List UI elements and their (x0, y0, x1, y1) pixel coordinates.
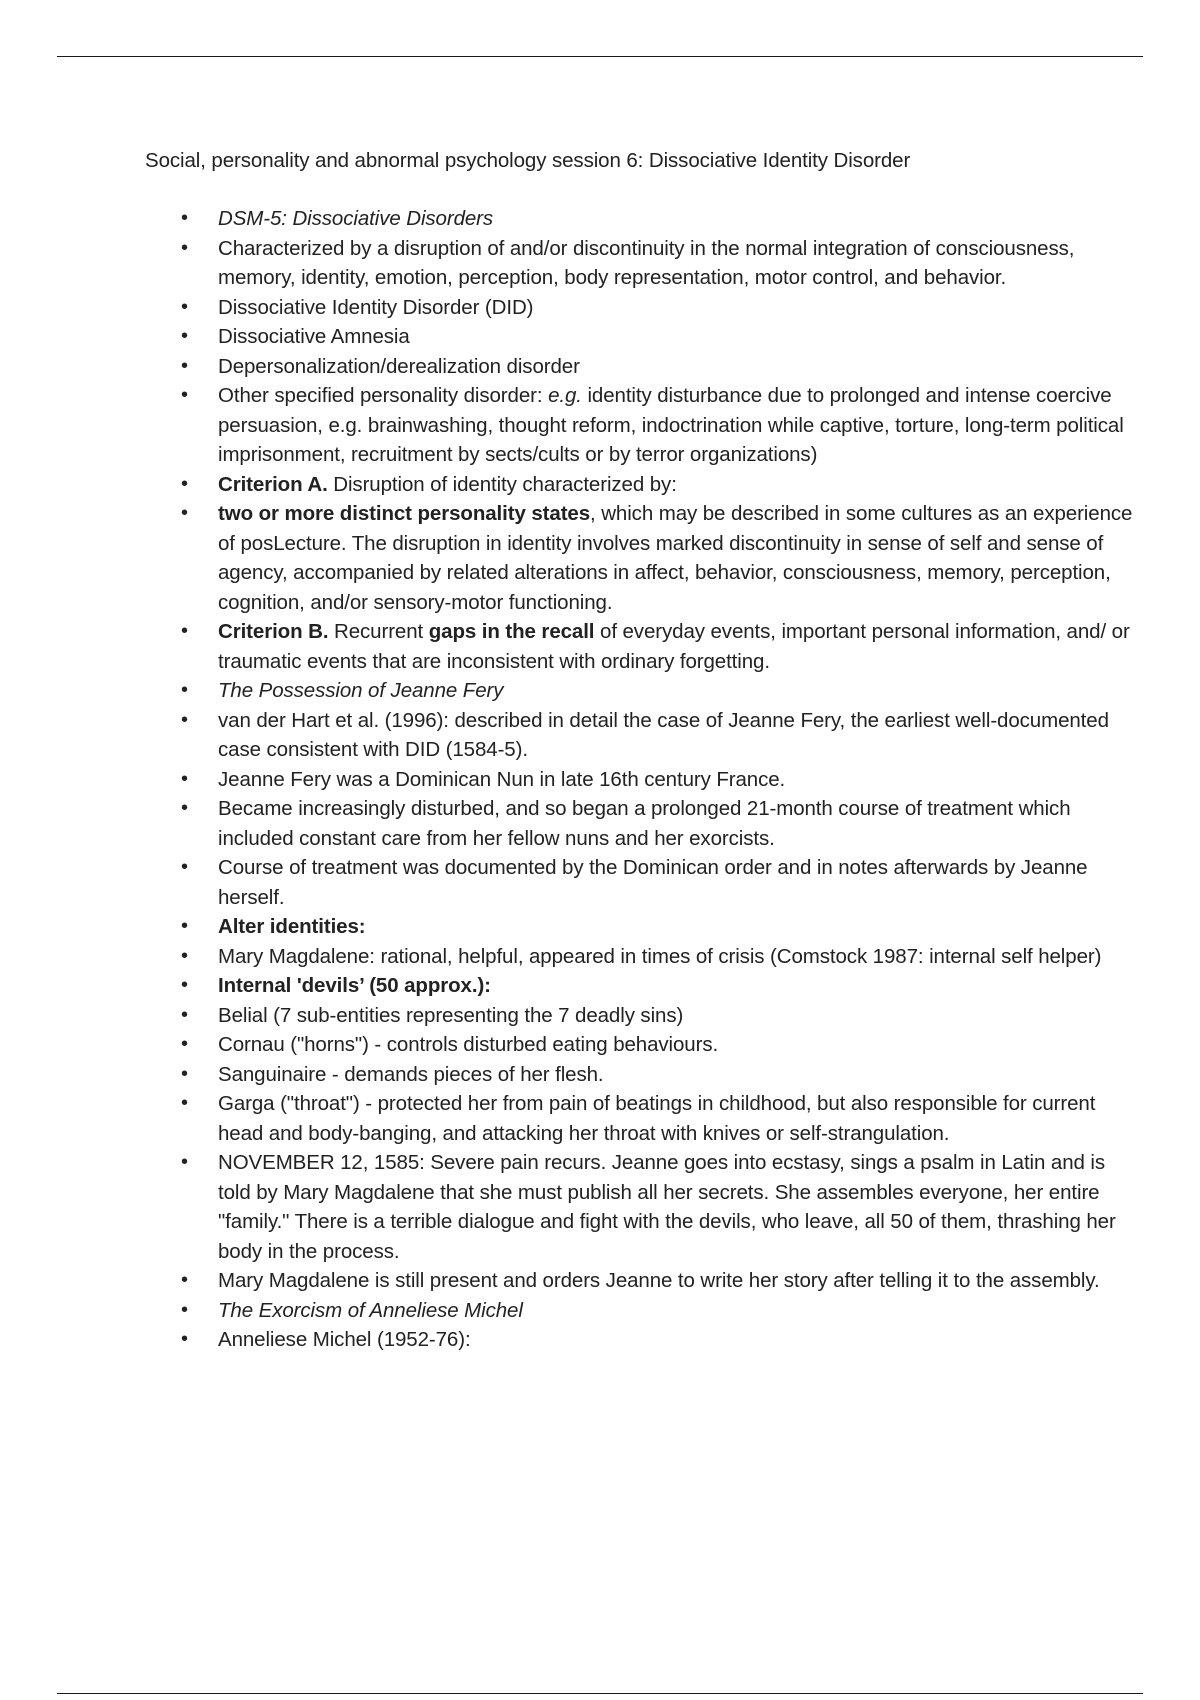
list-item (218, 676, 1138, 706)
list-item: • NOVEMBER 12, 1585: Severe pain recurs. Jeanne goes into ecstasy, sings a psalm in Latin and is told by Mary Magdalene that she must publish all her secrets. She assembles everyone, her entire "family." There is a terrible dialogue and fight with the devils, who leave, all 50 of them, thrashing her body in the process. (218, 1148, 1138, 1266)
list-item: • Jeanne Fery was a Dominican Nun in late 16th century France. (218, 765, 1138, 795)
list-item: • Mary Magdalene is still present and orders Jeanne to write her story after telling it to the assembly. (218, 1266, 1138, 1296)
list-item-emphasis: e.g. (548, 384, 582, 407)
criterion-label: Criterion A. (218, 472, 328, 496)
list-item-text: of everyday events, important personal information, and/ or traumatic events that are inconsistent with ordinary forgetting. (218, 620, 1130, 673)
list-item: • Dissociative Identity Disorder (DID) (218, 293, 1138, 323)
list-item (218, 912, 1138, 942)
list-item-text: Other specified personality disorder: (218, 384, 549, 407)
list-item-text: Recurrent (328, 620, 429, 643)
list-item: • Belial (7 sub-entities representing the 7 deadly sins) (218, 1001, 1138, 1031)
subsection-heading: Alter identities: (218, 915, 366, 938)
list-item: • van der Hart et al. (1996): described in detail the case of Jeanne Fery, the earliest well-documented case consistent with DID (1584-5). (218, 706, 1138, 765)
page-top-rule (57, 56, 1143, 57)
list-item (218, 470, 1138, 500)
list-item: • Depersonalization/derealization disorder (218, 352, 1138, 382)
page-bottom-rule (57, 1693, 1143, 1694)
list-item: • Anneliese Michel (1952-76): (218, 1325, 1138, 1355)
list-item-bold: gaps in the recall (428, 620, 595, 643)
list-item: • Sanguinaire - demands pieces of her flesh. (218, 1060, 1138, 1090)
list-item: • Mary Magdalene: rational, helpful, appeared in times of crisis (Comstock 1987: internal self helper) (218, 942, 1138, 972)
list-item (218, 204, 1138, 234)
list-item-text: , which may be described in some cultures as an experience of posLecture. The disruption in identity involves marked discontinuity in sense of self and sense of agency, accompanied by related alterations in affect, behavior, consciousness, memory, perception, cognition, and/or sensory-motor functioning. (218, 502, 1133, 614)
list-item: • Characterized by a disruption of and/or discontinuity in the normal integration of consciousness, memory, identity, emotion, perception, body representation, motor control, and behavior. (218, 234, 1138, 293)
list-item-text: identity disturbance due to prolonged and intense coercive persuasion, e.g. brainwashing, thought reform, indoctrination while captive, torture, long-term political imprisonment, recruitment by sects/cults or by terror organizations) (218, 384, 1124, 466)
list-item: • Dissociative Amnesia (218, 322, 1138, 352)
notes-list (145, 204, 1138, 1355)
document-title: Social, personality and abnormal psychology session 6: Dissociative Identity Disorder (145, 149, 911, 172)
list-item-bold: two or more distinct personality states (218, 502, 591, 525)
section-heading: DSM-5: Dissociative Disorders (218, 207, 494, 230)
section-heading: The Possession of Jeanne Fery (218, 679, 504, 702)
criterion-label: Criterion B. (218, 620, 329, 643)
list-item-text: Disruption of identity characterized by: (327, 472, 677, 496)
list-item (218, 617, 1138, 676)
list-item: • Garga ("throat") - protected her from pain of beatings in childhood, but also responsible for current head and body-banging, and attacking her throat with knives or self-strangulation. (218, 1089, 1138, 1148)
section-heading: The Exorcism of Anneliese Michel (218, 1298, 523, 1322)
list-item: • Became increasingly disturbed, and so began a prolonged 21-month course of treatment which included constant care from her fellow nuns and her exorcists. (218, 794, 1138, 853)
list-item: • Course of treatment was documented by the Dominican order and in notes afterwards by Jeanne herself. (218, 853, 1138, 912)
list-item (218, 381, 1138, 470)
list-item (218, 971, 1138, 1001)
list-item: • Cornau ("horns") - controls disturbed eating behaviours. (218, 1030, 1138, 1060)
list-item (218, 1296, 1138, 1326)
list-item (218, 499, 1138, 617)
subsection-heading: Internal 'devils’ (50 approx.): (218, 974, 491, 997)
